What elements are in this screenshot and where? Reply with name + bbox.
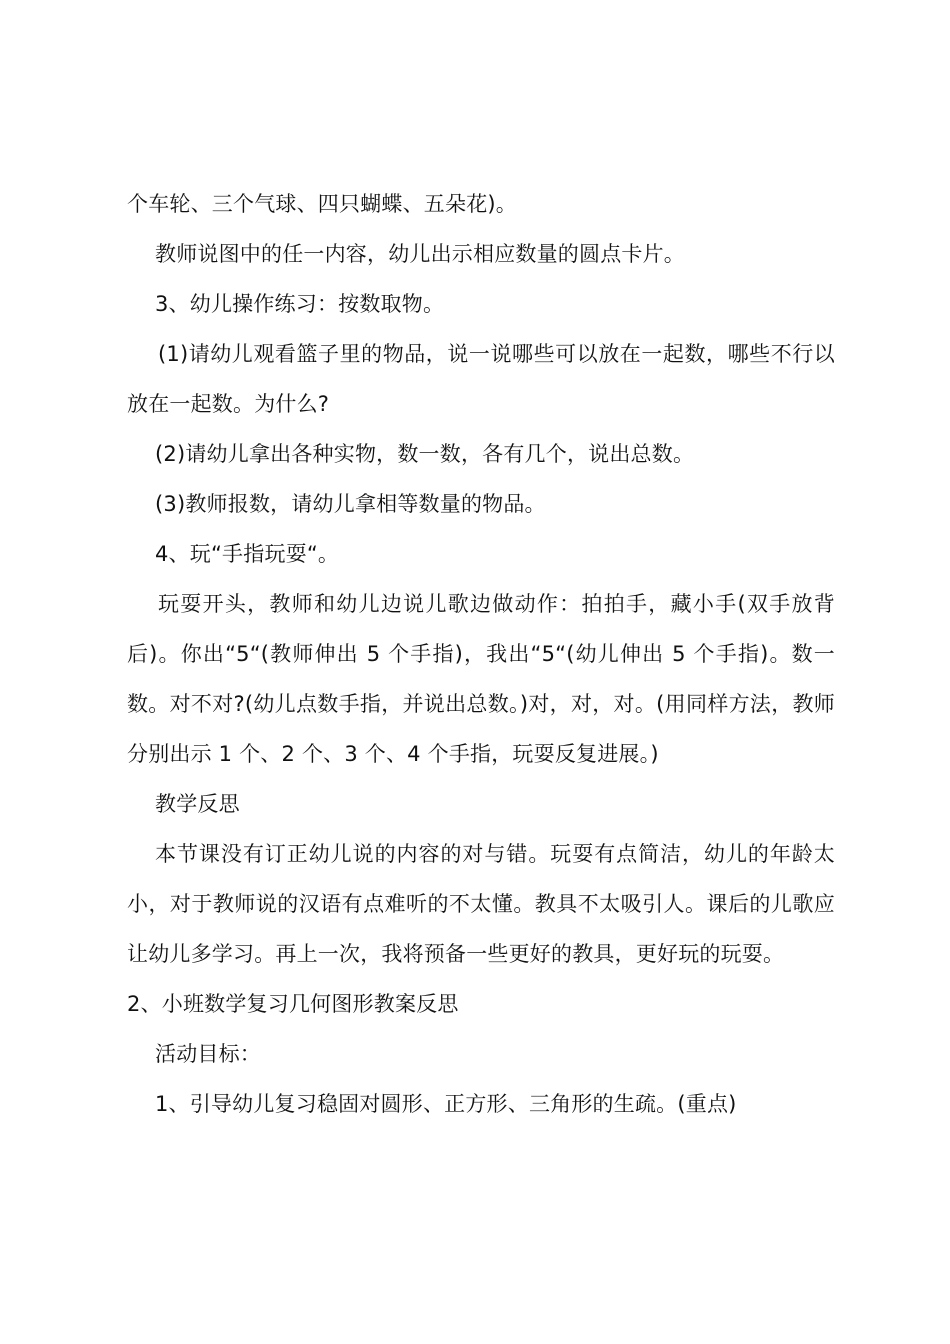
heading-step-4: 4、玩“手指玩耍“。 (155, 542, 340, 566)
heading-activity-goals: 活动目标： (155, 1042, 261, 1066)
paragraph-reflection: 本节课没有订正幼儿说的内容的对与错。玩耍有点简洁，幼儿的年龄太小，对于教师说的汉语有点难听的不太懂。教具不太吸引人。课后的儿歌应让幼儿多学习。再上一次，我将预备一些更好的教具，更好玩的玩耍。 (127, 842, 835, 966)
paragraph-step-3-2: (2)请幼儿拿出各种实物，数一数，各有几个，说出总数。 (155, 442, 695, 466)
heading-section-2: 2、小班数学复习几何图形教案反思 (127, 992, 459, 1016)
paragraph-step-3-3: (3)教师报数，请幼儿拿相等数量的物品。 (155, 492, 546, 516)
heading-teaching-reflection: 教学反思 (155, 792, 240, 816)
document-body (127, 179, 835, 1129)
paragraph-goal-1: 1、引导幼儿复习稳固对圆形、正方形、三角形的生疏。(重点) (155, 1092, 737, 1116)
paragraph-step-3-1: (1)请幼儿观看篮子里的物品，说一说哪些可以放在一起数，哪些不行以放在一起数。为什么? (127, 342, 835, 416)
heading-step-3: 3、幼儿操作练习：按数取物。 (155, 292, 445, 316)
paragraph-continuation: 个车轮、三个气球、四只蝴蝶、五朵花)。 (127, 192, 517, 216)
paragraph-teacher-says: 教师说图中的任一内容，幼儿出示相应数量的圆点卡片。 (155, 242, 685, 266)
paragraph-finger-game: 玩耍开头，教师和幼儿边说儿歌边做动作：拍拍手，藏小手(双手放背后)。你出“5“(教师伸出 5 个手指)，我出“5“(幼儿伸出 5 个手指)。数一数。对不对?(幼儿点数手指，并说出总数。)对，对，对。(用同样方法，教师分别出示 1 个、2 个、3 个、4 个手指，玩耍反复进展。) (127, 592, 835, 766)
